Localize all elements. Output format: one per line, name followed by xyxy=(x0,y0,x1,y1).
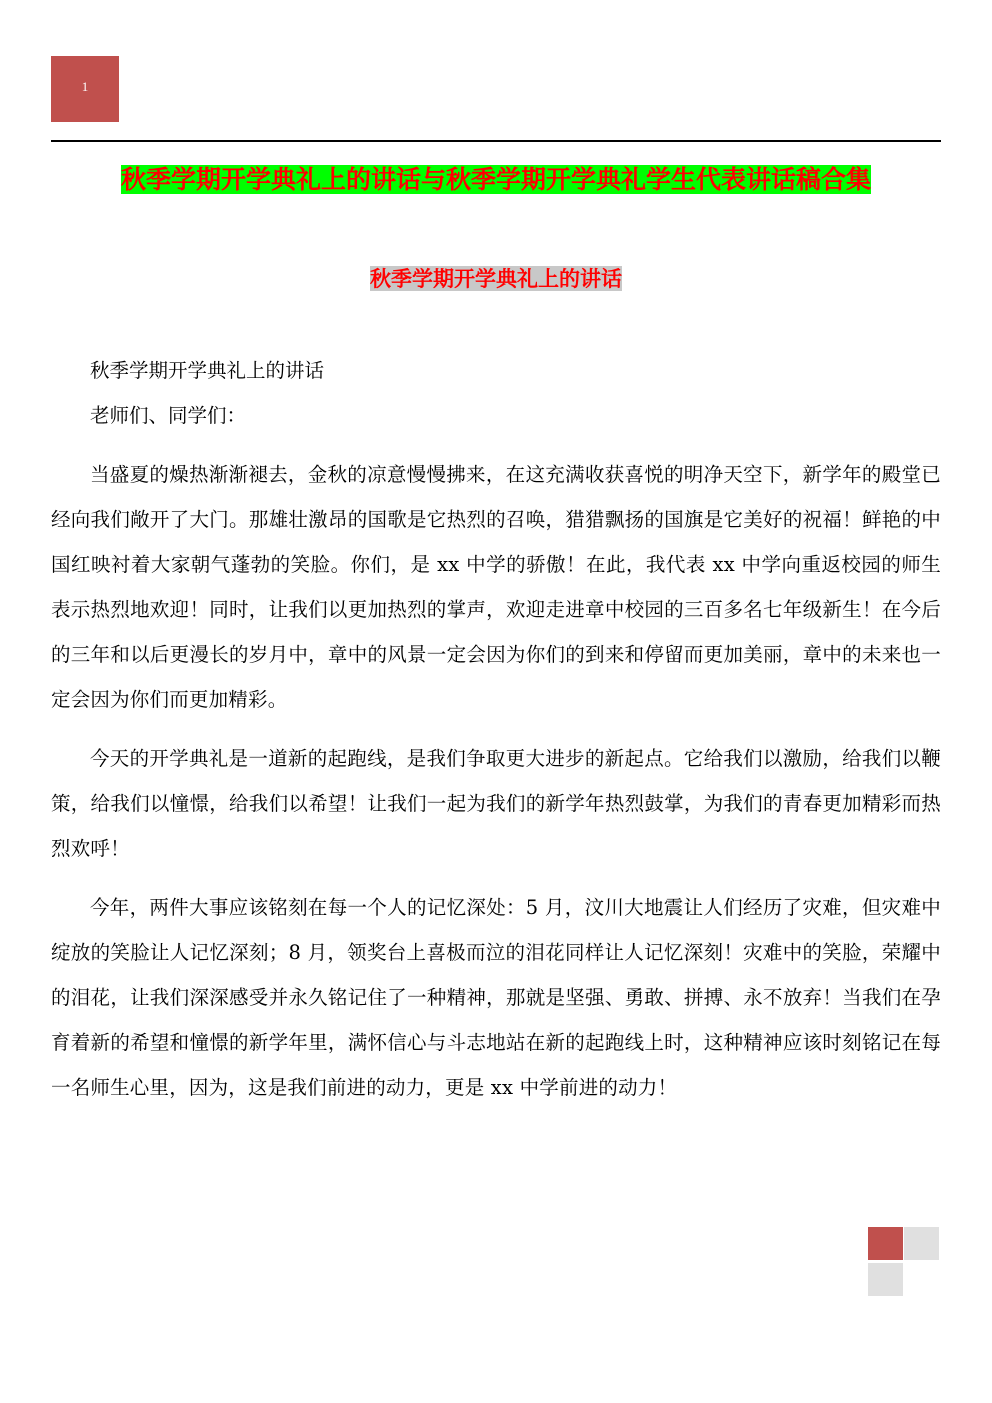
document-content xyxy=(51,348,941,1110)
salutation: 老师们、同学们： xyxy=(90,404,247,427)
document-title-row xyxy=(51,160,941,200)
decorative-square-red xyxy=(868,1227,903,1260)
page-number-chip: 1 xyxy=(51,56,119,122)
document-title: 秋季学期开学典礼上的讲话与秋季学期开学典礼学生代表讲话稿合集 xyxy=(120,165,871,194)
content-heading: 秋季学期开学典礼上的讲话 xyxy=(90,359,325,382)
paragraph-3: 今年，两件大事应该铭刻在每一个人的记忆深处：5 月，汶川大地震让人们经历了灾难，但灾难中绽放的笑脸让人记忆深刻；8 月，领奖台上喜极而泣的泪花同样让人记忆深刻！灾难中的笑脸，荣耀中的泪花，让我们深深感受并永久铭记住了一种精神，那就是坚强、勇敢、拼搏、永不放弃！当我们在孕育着新的希望和憧憬的新学年里，满怀信心与斗志地站在新的起跑线上时，这种精神应该时刻铭记在每一名师生心里，因为，这是我们前进的动力，更是 xx 中学前进的动力！ xyxy=(51,896,941,1099)
document-subtitle-row xyxy=(51,262,941,296)
decorative-square-gray-top xyxy=(904,1227,939,1260)
paragraph-1: 当盛夏的燥热渐渐褪去，金秋的凉意慢慢拂来，在这充满收获喜悦的明净天空下，新学年的殿堂已经向我们敞开了大门。那雄壮激昂的国歌是它热烈的召唤，猎猎飘扬的国旗是它美好的祝福！鲜艳的中国红映衬着大家朝气蓬勃的笑脸。你们，是 xx 中学的骄傲！在此，我代表 xx 中学向重返校园的师生表示热烈地欢迎！同时，让我们以更加热烈的掌声，欢迎走进章中校园的三百多名七年级新生！在今后的三年和以后更漫长的岁月中，章中的风景一定会因为你们的到来和停留而更加美丽，章中的未来也一定会因为你们而更加精彩。 xyxy=(51,463,941,711)
paragraph-2: 今天的开学典礼是一道新的起跑线，是我们争取更大进步的新起点。它给我们以激励，给我们以鞭策，给我们以憧憬，给我们以希望！让我们一起为我们的新学年热烈鼓掌，为我们的青春更加精彩而热烈欢呼！ xyxy=(51,747,941,860)
document-body xyxy=(51,160,941,1110)
document-subtitle: 秋季学期开学典礼上的讲话 xyxy=(370,266,622,291)
header-divider xyxy=(51,140,941,142)
decorative-squares xyxy=(868,1227,964,1309)
decorative-square-gray-left xyxy=(868,1263,903,1296)
